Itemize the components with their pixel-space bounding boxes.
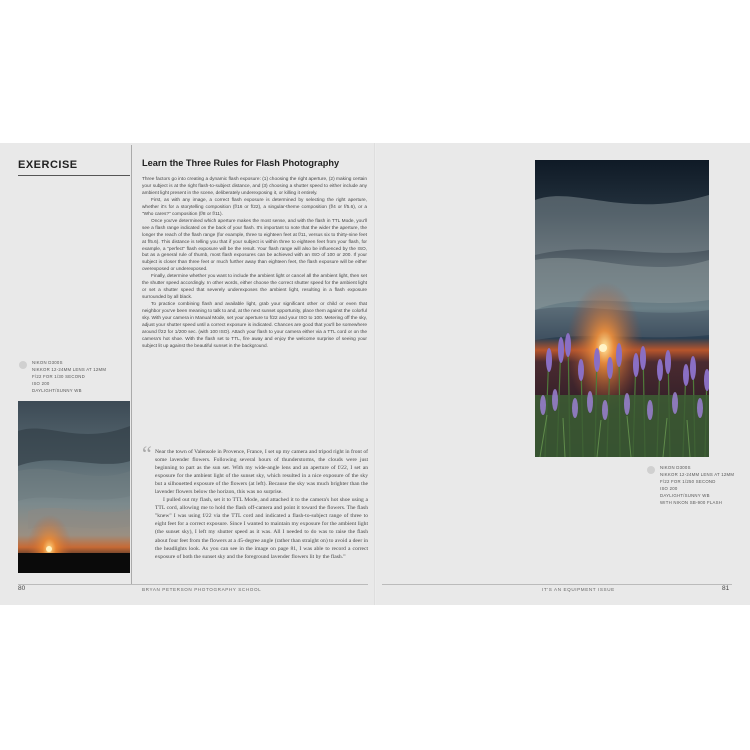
caption-line: NIKKOR 12-24MM LENS AT 12MM xyxy=(660,471,735,477)
page-title: Learn the Three Rules for Flash Photography xyxy=(142,158,340,168)
footer-rule xyxy=(18,584,368,585)
divider xyxy=(18,175,130,176)
caption-line: F/22 FOR 1/250 SECOND xyxy=(660,478,716,484)
running-footer-right: IT'S AN EQUIPMENT ISSUE xyxy=(542,587,615,592)
lavender-sunset-photo xyxy=(535,160,709,457)
sunset-silhouette-photo xyxy=(18,401,130,573)
caption-line: ISO 200 xyxy=(660,485,678,491)
caption-line: DAYLIGHT/SUNNY WB xyxy=(32,387,82,393)
page-number-right: 81 xyxy=(722,585,730,592)
book-spread xyxy=(0,143,750,605)
body-text xyxy=(142,177,367,351)
body-paragraph: Three factors go into creating a dynamic flash exposure: (1) choosing the right aperture, (2) making certain your subject is at the right flash-to-subject distance, and (3) choosing a shutter speed to either include any ambient light present in the scene, deliberately underexposing it, or killing it entirely. xyxy=(142,177,367,196)
caption-dot-icon xyxy=(19,361,27,369)
caption-line: NIKON D300S xyxy=(660,465,691,470)
body-paragraph: Once you've determined which aperture makes the most sense, and with the flash in TTL Mode, you'll see a flash range indicated on the back of your flash. It's important to note that the wider the aperture, the longer the reach of the flash range (for example, three to eighteen feet at f/11, versus six to thirty-nine feet at f/5.6). This distance is telling you that if your subject is within three to eighteen feet from your flash, for example, a "perfect" flash exposure will be the result. Your flash range will also be influenced by the ISO, but as a general rule of thumb, most flash exposures can be achieved with an ISO of 100 or 200. If your subject is closer than three feet or much further away than eighteen feet, the flash exposure will be either overexposed or underexposed. xyxy=(142,218,367,273)
quote-mark: “ xyxy=(142,441,152,466)
running-footer-left: BRYAN PETERSON PHOTOGRAPHY SCHOOL xyxy=(142,587,262,592)
body-paragraph: To practice combining flash and available light, grab your significant other or child or even that neighbor you've been meaning to talk to and, at the next sunset opportunity, place them against the colorful sky. With your camera in Manual Mode, set your aperture to f/22 and your ISO to 100. Metering off the sky, adjust your shutter speed until a correct exposure is indicated. Chances are good that you'll be somewhere around f/22 for 1/200 sec. (with 100 ISO). Attach your flash to your camera either via a TTL cord or on the camera's hot shoe. With the flash set to TTL, fire away and enjoy the welcome surprise of seeing your subject lit up against the beautiful sunset in the background. xyxy=(142,302,368,349)
photo-caption-left xyxy=(32,360,106,395)
footer-rule xyxy=(382,584,732,585)
quote-paragraph: Near the town of Valensole in Provence, France, I set up my camera and tripod right in front of some lavender flowers. Following several hours of thunderstorms, the clouds were just beginning to part as the sun set. With my wide-angle lens and an aperture of f/22, I set an exposure for the ambient light of the sunset sky, which resulted in a nice exposure of the sky but a silhouetted exposure of the flowers (at left). Because the sky was much brighter than the lavender flowers below the horizon, this was no surprise. xyxy=(155,449,368,496)
quote-paragraph: I pulled out my flash, set it to TTL Mode, and attached it to the camera's hot shoe using a TTL cord, allowing me to hold the flash off-camera and point it toward the flowers. The flash "knew" I was using f/22 via the TTL cord and indicated a flash-to-subject range of three to eight feet for a correct exposure. Since I wanted to maintain my exposure for the ambient light (the sunset sky), I left my shutter speed as it was. All I needed to do was to raise the flash about four feet from the flowers at a 45-degree angle (rather than straight on) to avoid a deer in the headlights look. As you can see in the image on page 81, I was able to record a correct exposure of both the sunset sky and the foreground lavender flowers lit by the flash.” xyxy=(155,497,368,560)
caption-line: ISO 200 xyxy=(32,380,50,386)
body-paragraph: First, as with any image, a correct flash exposure is determined by selecting the right aperture, whether it's for a storytelling composition (f/16 or f/22), a singular-theme composition (f/4 or f/5.6), or a "Who cares?" composition (f/8 or f/11). xyxy=(142,197,367,217)
caption-line: F/22 FOR 1/30 SECOND xyxy=(32,373,85,379)
caption-line: NIKKOR 12-24MM LENS AT 12MM xyxy=(32,366,107,372)
caption-line: NIKON D300S xyxy=(32,360,63,365)
column-divider xyxy=(131,145,132,585)
body-paragraph: Finally, determine whether you want to include the ambient light or cancel all the ambient light, then set the shutter speed accordingly. In other words, either choose the correct shutter speed for the ambient light or set a shutter speed that severely underexposes the ambient light, resulting in a flash exposure surrounded by all black. xyxy=(142,274,367,301)
caption-line: WITH NIKON SB-900 FLASH xyxy=(660,499,723,505)
gutter xyxy=(374,143,376,605)
photo-caption-right xyxy=(660,465,734,506)
page-number-left: 80 xyxy=(18,585,26,592)
pull-quote xyxy=(155,448,368,561)
section-label: EXERCISE xyxy=(18,159,78,171)
caption-line: DAYLIGHT/SUNNY WB xyxy=(660,492,710,498)
caption-dot-icon xyxy=(647,466,655,474)
